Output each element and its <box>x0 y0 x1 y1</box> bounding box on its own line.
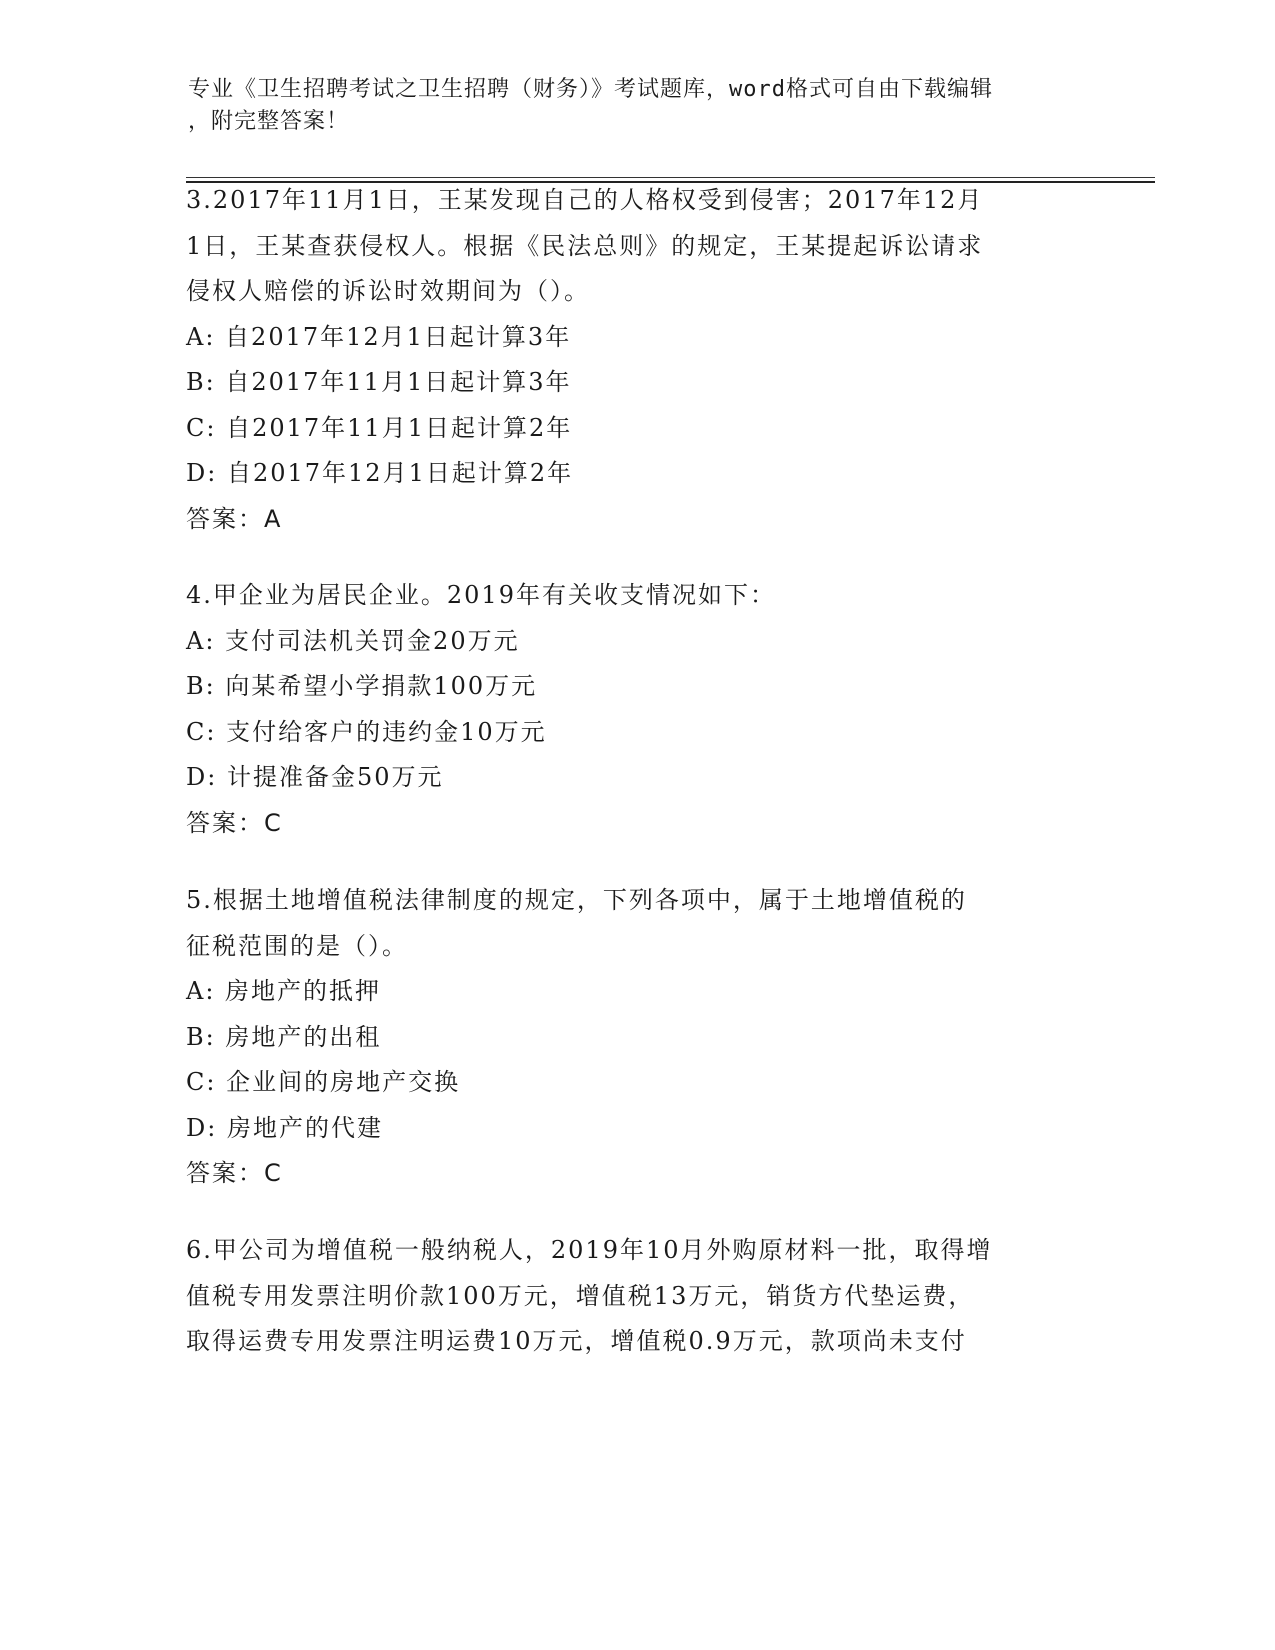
question-5-line2: 征税范围的是（）。 <box>186 931 408 960</box>
question-3-answer: 答案：A <box>186 504 283 533</box>
header-title-line2: ，附完整答案！ <box>188 109 350 134</box>
question-6 <box>186 1228 1086 1365</box>
question-4-option-d: D: 计提准备金50万元 <box>186 763 444 791</box>
question-3-option-b: B: 自2017年11月1日起计算3年 <box>186 368 572 396</box>
question-5-answer: 答案：C <box>186 1159 283 1187</box>
question-3-option-a: A: 自2017年12月1日起计算3年 <box>186 322 572 351</box>
question-3-option-d: D: 自2017年12月1日起计算2年 <box>186 459 574 487</box>
question-6-line3: 取得运费专用发票注明运费10万元，增值税0.9万元，款项尚未支付 <box>186 1327 967 1355</box>
question-3-line1: 3.2017年11月1日，王某发现自己的人格权受到侵害；2017年12月 <box>186 186 984 214</box>
question-4-answer: 答案：C <box>186 808 283 837</box>
question-4-option-a: A: 支付司法机关罚金20万元 <box>186 626 520 655</box>
question-3-option-c: C: 自2017年11月1日起计算2年 <box>186 413 573 442</box>
question-6-line2: 值税专用发票注明价款100万元，增值税13万元，销货方代垫运费， <box>186 1281 975 1310</box>
question-5-option-d: D: 房地产的代建 <box>186 1113 383 1142</box>
question-3 <box>186 178 1086 542</box>
question-5-option-a: A: 房地产的抵押 <box>186 977 382 1005</box>
question-4-line1: 4.甲企业为居民企业。2019年有关收支情况如下： <box>186 581 776 609</box>
question-3-line2: 1日，王某查获侵权人。根据《民法总则》的规定，王某提起诉讼请求 <box>186 231 984 260</box>
document-header <box>188 74 1068 138</box>
question-5-line1: 5.根据土地增值税法律制度的规定，下列各项中，属于土地增值税的 <box>186 886 967 914</box>
question-5-option-b: B: 房地产的出租 <box>186 1022 382 1051</box>
question-5-option-c: C: 企业间的房地产交换 <box>186 1068 461 1096</box>
question-5 <box>186 878 1086 1197</box>
question-6-line1: 6.甲公司为增值税一般纳税人，2019年10月外购原材料一批，取得增 <box>186 1236 993 1264</box>
header-title-line1: 专业《卫生招聘考试之卫生招聘（财务）》考试题库，word格式可自由下载编辑 <box>188 77 993 102</box>
question-4-option-b: B: 向某希望小学捐款100万元 <box>186 672 538 700</box>
question-4-option-c: C: 支付给客户的违约金10万元 <box>186 717 547 746</box>
question-3-line3: 侵权人赔偿的诉讼时效期间为（）。 <box>186 277 590 305</box>
question-4 <box>186 573 1086 846</box>
